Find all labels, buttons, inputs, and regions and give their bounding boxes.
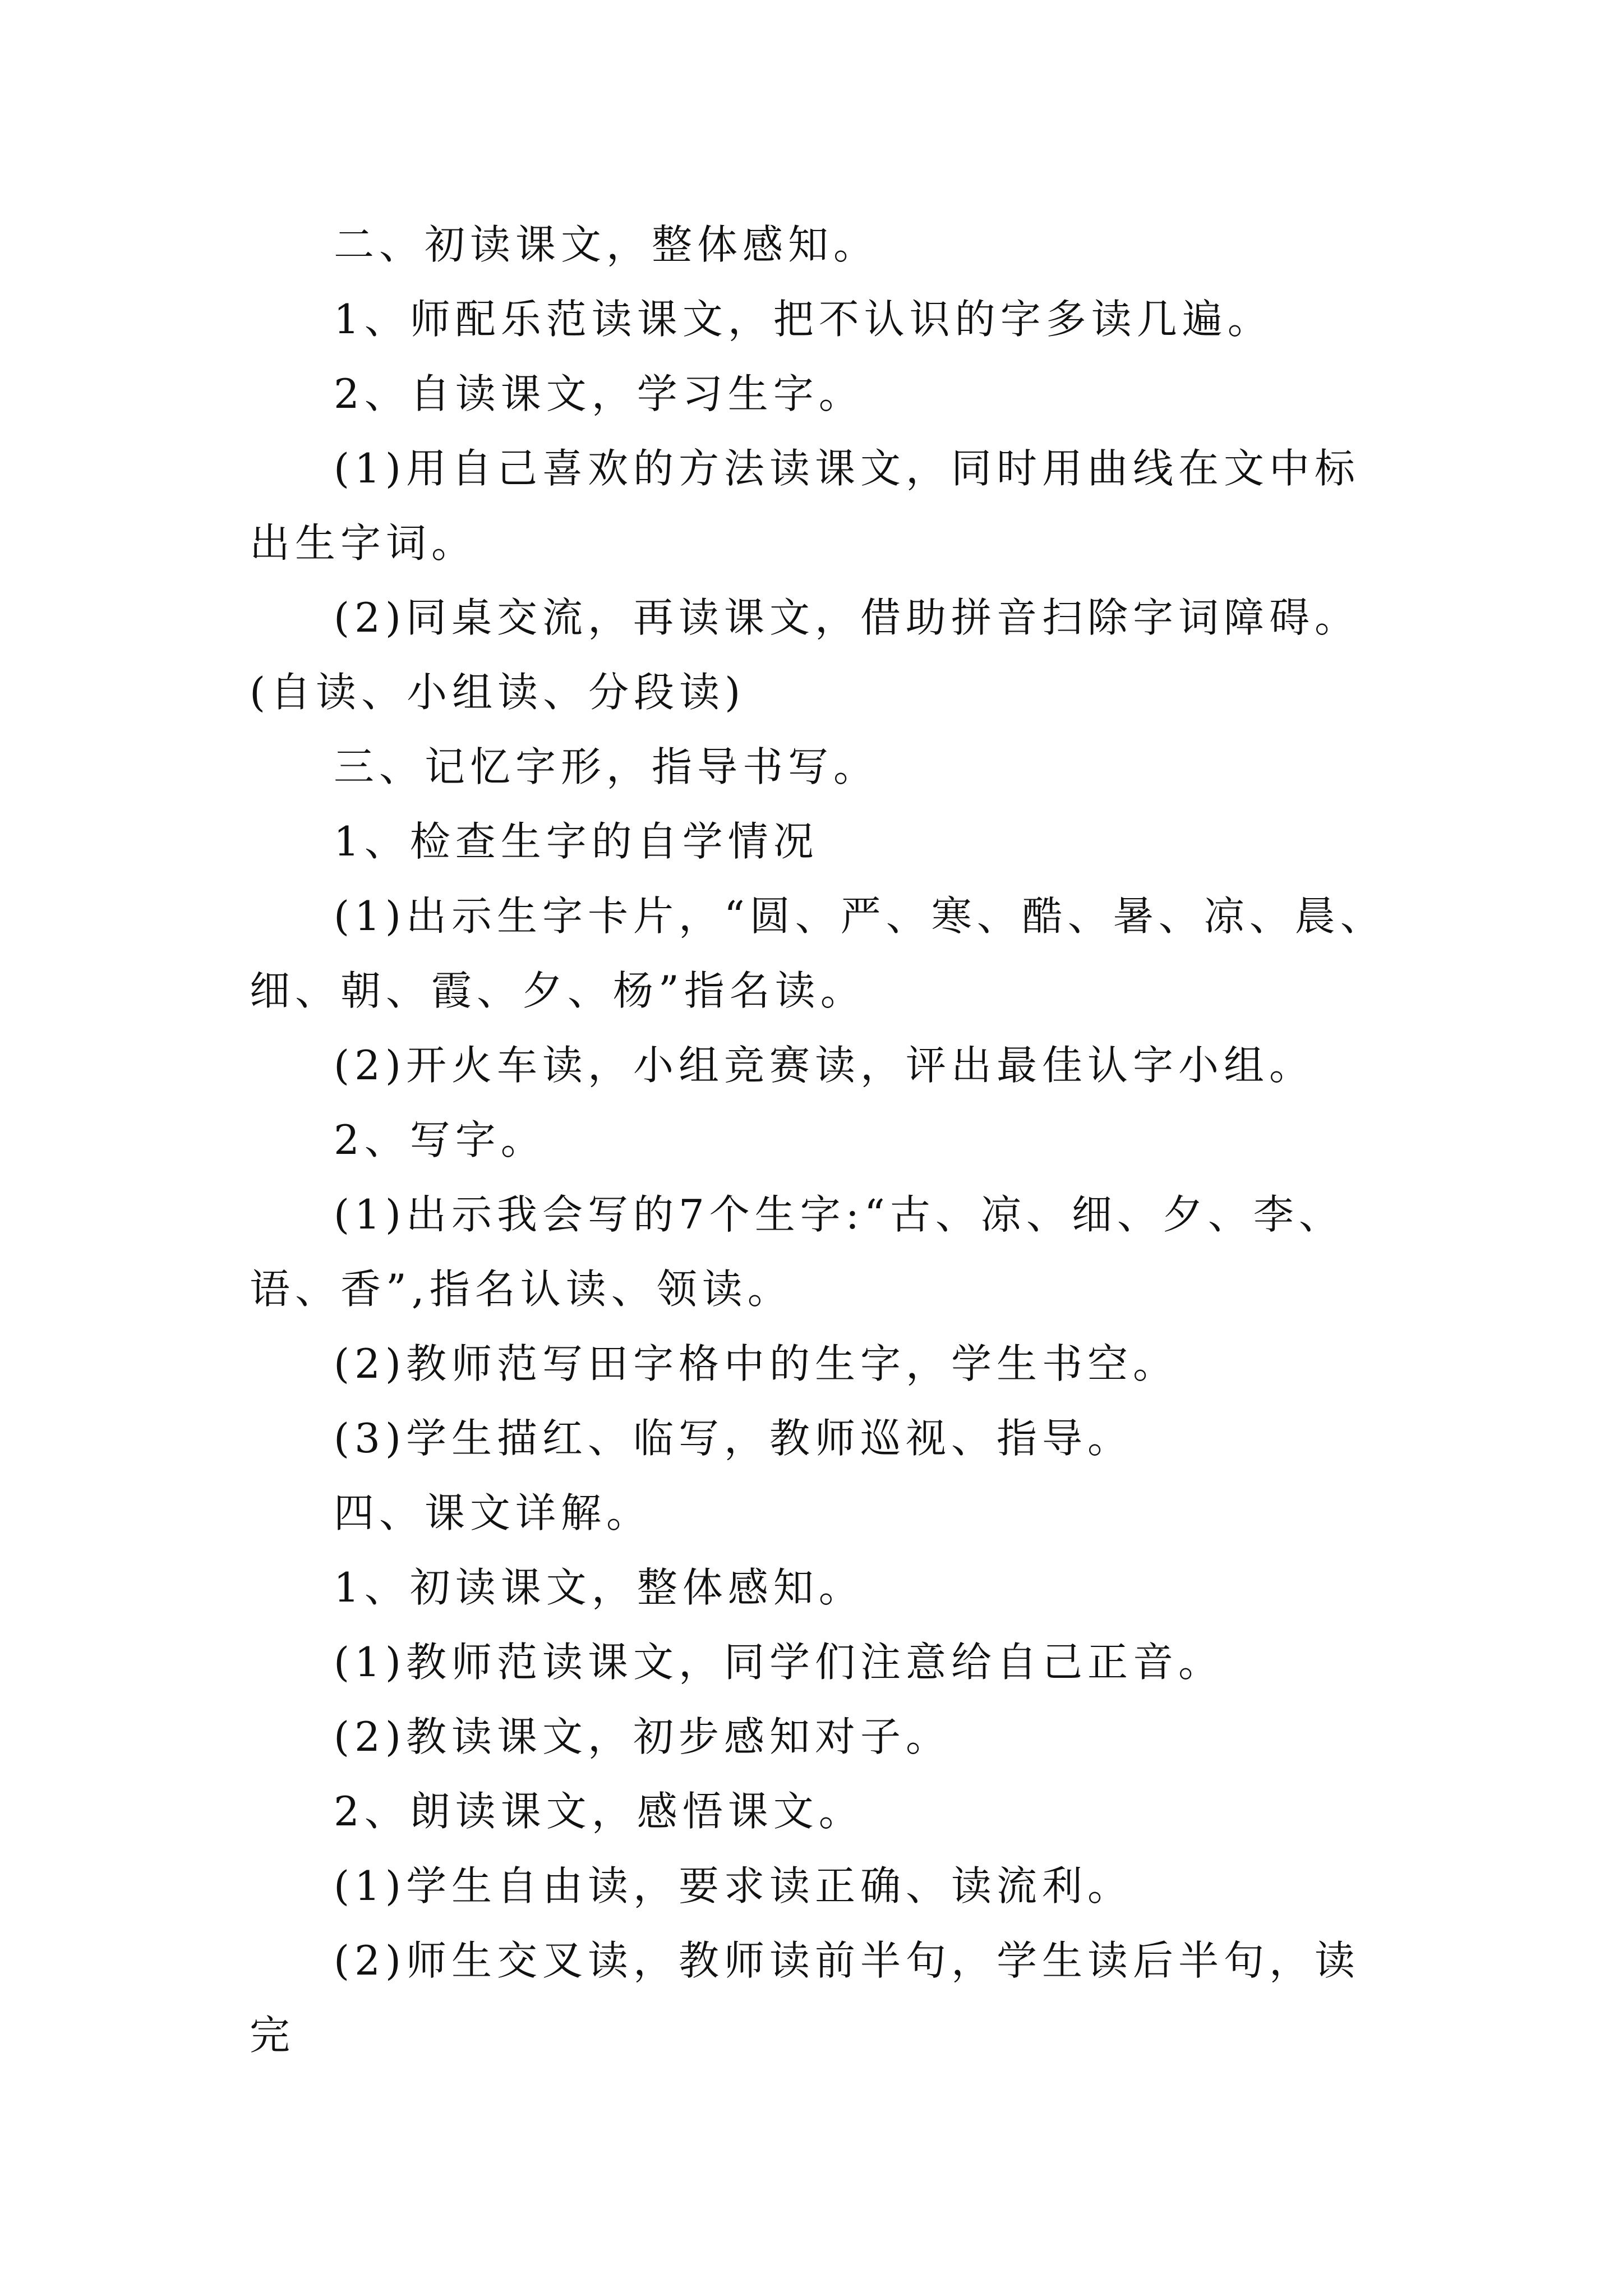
paragraph: 2、自读课文，学习生字。	[334, 370, 864, 417]
paragraph: 三、记忆字形，指导书写。	[334, 743, 879, 790]
paragraph: (2)教读课文，初步感知对子。	[334, 1713, 951, 1760]
paragraph: (2)开火车读，小组竞赛读，评出最佳认字小组。	[334, 1042, 1315, 1089]
paragraph: (1)教师范读课文，同学们注意给自己正音。	[334, 1639, 1224, 1686]
paragraph: (3)学生描红、临写，教师巡视、指导。	[334, 1415, 1133, 1462]
paragraph: (1)用自己喜欢的方法读课文，同时用曲线在文中标出生字词。	[250, 445, 1360, 567]
paragraph: (2)师生交叉读，教师读前半句，学生读后半句，读完	[250, 1937, 1360, 2059]
paragraph: (2)教师范写田字格中的生字，学生书空。	[334, 1340, 1178, 1387]
paragraph: 二、初读课文，整体感知。	[334, 221, 879, 268]
document-body	[250, 208, 1388, 2073]
paragraph: (1)出示我会写的7个生字:“古、凉、细、夕、李、语、香”,指名认读、领读。	[250, 1191, 1344, 1313]
paragraph: 2、写字。	[334, 1116, 546, 1163]
paragraph: (2)同桌交流，再读课文，借助拼音扫除字词障碍。(自读、小组读、分段读)	[250, 594, 1360, 716]
paragraph: 1、检查生字的自学情况	[334, 818, 819, 865]
paragraph: 四、课文详解。	[334, 1489, 652, 1536]
paragraph: 1、师配乐范读课文，把不认识的字多读几遍。	[334, 296, 1273, 343]
paragraph: (1)学生自由读，要求读正确、读流利。	[334, 1862, 1133, 1910]
paragraph: (1)出示生字卡片，“圆、严、寒、酷、暑、凉、晨、细、朝、霞、夕、杨”指名读。	[250, 892, 1386, 1014]
paragraph: 1、初读课文，整体感知。	[334, 1564, 864, 1611]
paragraph: 2、朗读课文，感悟课文。	[334, 1788, 864, 1835]
